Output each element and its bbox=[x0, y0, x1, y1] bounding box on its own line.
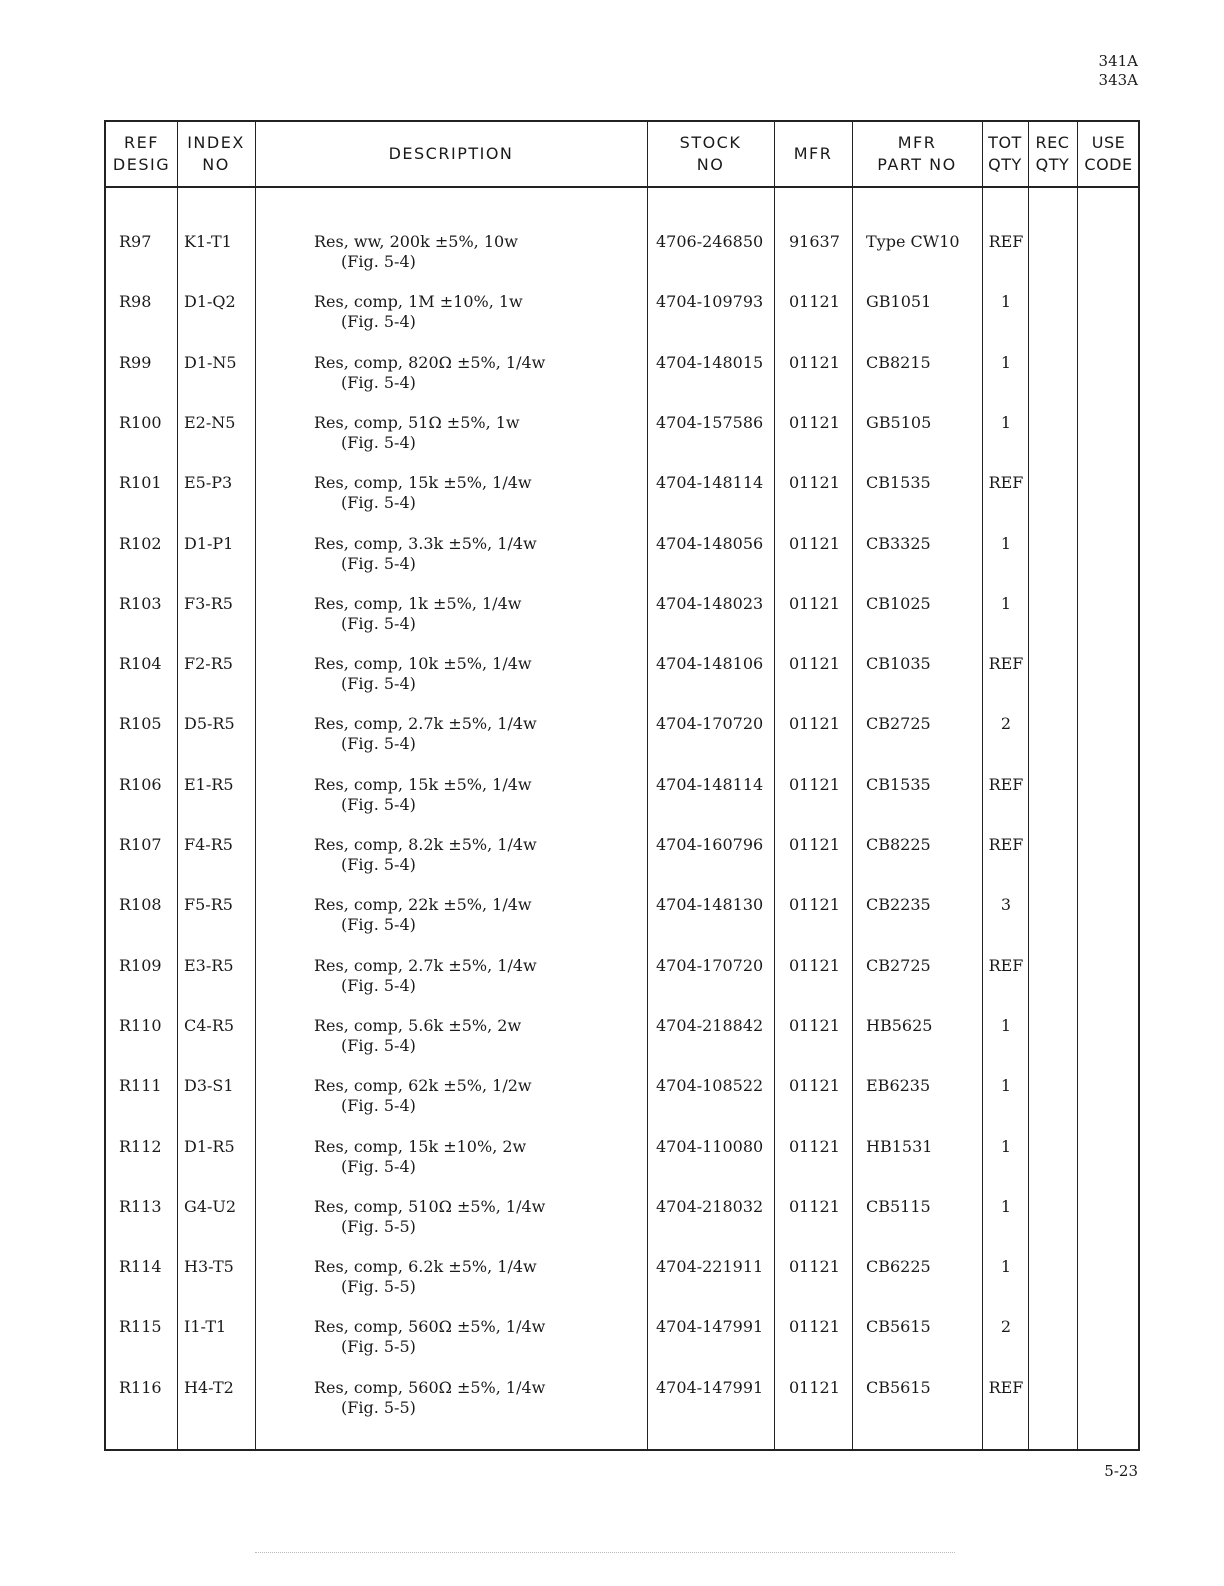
tot-qty-cell: REF bbox=[988, 955, 1024, 975]
table-row bbox=[106, 594, 1138, 654]
index-no-cell: E5-P3 bbox=[184, 473, 233, 493]
description-cell: Res, comp, 15k ±5%, 1/4w bbox=[314, 473, 532, 493]
header-line: NO bbox=[202, 155, 230, 174]
mfr-part-no-cell: Type CW10 bbox=[866, 232, 960, 251]
figure-reference: (Fig. 5-4) bbox=[341, 613, 416, 633]
tot-qty-cell: 1 bbox=[1000, 1136, 1012, 1156]
mfr-cell: 01121 bbox=[789, 593, 840, 613]
ref-desig-cell: R97 bbox=[119, 232, 152, 251]
mfr-cell: 01121 bbox=[789, 473, 840, 493]
mfr-cell: 01121 bbox=[789, 835, 840, 854]
table-row bbox=[106, 895, 1138, 955]
mfr-part-no-cell: CB2725 bbox=[866, 714, 931, 734]
mfr-cell: 01121 bbox=[789, 1317, 840, 1337]
stock-no-cell: 4704-148056 bbox=[656, 533, 764, 553]
mfr-part-no-cell: CB5115 bbox=[866, 1196, 931, 1216]
stock-no-cell: 4704-218842 bbox=[656, 1015, 764, 1035]
header-line: DESCRIPTION bbox=[388, 144, 514, 163]
description-cell: Res, comp, 3.3k ±5%, 1/4w bbox=[314, 533, 537, 553]
description-cell: Res, comp, 820Ω ±5%, 1/4w bbox=[314, 352, 546, 372]
description-cell: Res, comp, 10k ±5%, 1/4w bbox=[314, 654, 532, 674]
figure-reference: (Fig. 5-4) bbox=[341, 252, 416, 271]
index-no-cell: D1-P1 bbox=[184, 533, 234, 553]
ref-desig-cell: R106 bbox=[119, 774, 162, 794]
description-cell: Res, comp, 62k ±5%, 1/2w bbox=[314, 1076, 532, 1096]
mfr-part-no-cell: CB1025 bbox=[866, 593, 931, 613]
mfr-cell: 01121 bbox=[789, 895, 840, 915]
figure-reference: (Fig. 5-4) bbox=[341, 734, 416, 754]
table-row bbox=[106, 956, 1138, 1016]
table-row bbox=[106, 1137, 1138, 1197]
stock-no-cell: 4704-157586 bbox=[656, 412, 764, 432]
index-no-cell: I1-T1 bbox=[184, 1317, 227, 1337]
index-no-cell: E3-R5 bbox=[184, 955, 234, 975]
description-cell: Res, comp, 15k ±5%, 1/4w bbox=[314, 774, 532, 794]
index-no-cell: C4-R5 bbox=[184, 1015, 235, 1035]
ref-desig-cell: R114 bbox=[119, 1257, 162, 1277]
header-ref-desig bbox=[106, 122, 177, 186]
tot-qty-cell: 2 bbox=[1000, 714, 1012, 734]
mfr-cell: 01121 bbox=[789, 1136, 840, 1156]
header-line: NO bbox=[696, 155, 725, 174]
header-index-no bbox=[177, 122, 255, 186]
figure-reference: (Fig. 5-5) bbox=[341, 1277, 416, 1297]
mfr-part-no-cell: CB3325 bbox=[866, 533, 931, 553]
mfr-part-no-cell: GB5105 bbox=[866, 412, 932, 432]
mfr-part-no-cell: CB1535 bbox=[866, 774, 931, 794]
description-cell: Res, comp, 2.7k ±5%, 1/4w bbox=[314, 714, 537, 734]
mfr-cell: 01121 bbox=[789, 955, 840, 975]
stock-no-cell: 4704-170720 bbox=[656, 955, 764, 975]
table-row bbox=[106, 654, 1138, 714]
description-cell: Res, comp, 1k ±5%, 1/4w bbox=[314, 593, 522, 613]
ref-desig-cell: R99 bbox=[119, 352, 152, 372]
model-number: 341A bbox=[1098, 52, 1138, 70]
index-no-cell: E1-R5 bbox=[184, 774, 234, 794]
ref-desig-cell: R115 bbox=[119, 1317, 162, 1337]
index-no-cell: F5-R5 bbox=[184, 895, 233, 915]
stock-no-cell: 4704-218032 bbox=[656, 1196, 764, 1216]
ref-desig-cell: R112 bbox=[119, 1136, 162, 1156]
mfr-part-no-cell: CB5615 bbox=[866, 1317, 931, 1337]
tot-qty-cell: 2 bbox=[1000, 1317, 1012, 1337]
stock-no-cell: 4704-148015 bbox=[656, 352, 764, 372]
stock-no-cell: 4706-246850 bbox=[656, 232, 764, 251]
figure-reference: (Fig. 5-5) bbox=[341, 1216, 416, 1236]
tot-qty-cell: 1 bbox=[1000, 1196, 1012, 1216]
ref-desig-cell: R103 bbox=[119, 593, 162, 613]
figure-reference: (Fig. 5-4) bbox=[341, 372, 416, 392]
stock-no-cell: 4704-148114 bbox=[656, 473, 764, 493]
tot-qty-cell: REF bbox=[988, 835, 1024, 854]
tot-qty-cell: 1 bbox=[1000, 1257, 1012, 1277]
description-cell: Res, comp, 2.7k ±5%, 1/4w bbox=[314, 955, 537, 975]
figure-reference: (Fig. 5-4) bbox=[341, 493, 416, 513]
mfr-cell: 01121 bbox=[789, 1377, 840, 1397]
ref-desig-cell: R105 bbox=[119, 714, 162, 734]
mfr-cell: 01121 bbox=[789, 714, 840, 734]
figure-reference: (Fig. 5-5) bbox=[341, 1337, 416, 1357]
mfr-part-no-cell: CB2235 bbox=[866, 895, 931, 915]
table-row bbox=[106, 1016, 1138, 1076]
mfr-cell: 01121 bbox=[789, 1076, 840, 1096]
table-row bbox=[106, 473, 1138, 533]
tot-qty-cell: REF bbox=[988, 1377, 1024, 1397]
table-row bbox=[106, 835, 1138, 895]
header-tot-qty bbox=[982, 122, 1028, 186]
table-row bbox=[106, 1317, 1138, 1377]
tot-qty-cell: 3 bbox=[1000, 895, 1012, 915]
index-no-cell: E2-N5 bbox=[184, 412, 236, 432]
stock-no-cell: 4704-147991 bbox=[656, 1317, 764, 1337]
figure-reference: (Fig. 5-4) bbox=[341, 312, 416, 332]
index-no-cell: F3-R5 bbox=[184, 593, 233, 613]
description-cell: Res, comp, 8.2k ±5%, 1/4w bbox=[314, 835, 537, 854]
header-line: QTY bbox=[1035, 155, 1070, 174]
table-row bbox=[106, 413, 1138, 473]
table-row bbox=[106, 775, 1138, 835]
ref-desig-cell: R113 bbox=[119, 1196, 162, 1216]
ref-desig-cell: R116 bbox=[119, 1377, 162, 1397]
stock-no-cell: 4704-221911 bbox=[656, 1257, 764, 1277]
header-line: STOCK bbox=[679, 133, 742, 152]
description-cell: Res, comp, 560Ω ±5%, 1/4w bbox=[314, 1317, 546, 1337]
mfr-part-no-cell: HB5625 bbox=[866, 1015, 933, 1035]
description-cell: Res, comp, 6.2k ±5%, 1/4w bbox=[314, 1257, 537, 1277]
mfr-cell: 01121 bbox=[789, 352, 840, 372]
tot-qty-cell: 1 bbox=[1000, 1076, 1012, 1096]
description-cell: Res, comp, 15k ±10%, 2w bbox=[314, 1136, 527, 1156]
ref-desig-cell: R109 bbox=[119, 955, 162, 975]
header-line: MFR bbox=[897, 133, 937, 152]
figure-reference: (Fig. 5-5) bbox=[341, 1397, 416, 1417]
mfr-part-no-cell: CB2725 bbox=[866, 955, 931, 975]
index-no-cell: D1-N5 bbox=[184, 352, 237, 372]
ref-desig-cell: R108 bbox=[119, 895, 162, 915]
stock-no-cell: 4704-148130 bbox=[656, 895, 764, 915]
mfr-part-no-cell: CB8215 bbox=[866, 352, 931, 372]
description-cell: Res, comp, 1M ±10%, 1w bbox=[314, 292, 523, 312]
table-row bbox=[106, 714, 1138, 774]
stock-no-cell: 4704-148023 bbox=[656, 593, 764, 613]
header-divider bbox=[106, 186, 1138, 188]
mfr-cell: 01121 bbox=[789, 292, 840, 312]
ref-desig-cell: R110 bbox=[119, 1015, 162, 1035]
stock-no-cell: 4704-110080 bbox=[656, 1136, 764, 1156]
mfr-cell: 01121 bbox=[789, 774, 840, 794]
figure-reference: (Fig. 5-4) bbox=[341, 794, 416, 814]
index-no-cell: F4-R5 bbox=[184, 835, 233, 854]
header-line: CODE bbox=[1084, 155, 1133, 174]
mfr-part-no-cell: CB1535 bbox=[866, 473, 931, 493]
ref-desig-cell: R98 bbox=[119, 292, 152, 312]
figure-reference: (Fig. 5-4) bbox=[341, 975, 416, 995]
ref-desig-cell: R107 bbox=[119, 835, 162, 854]
header-line: PART NO bbox=[877, 155, 957, 174]
ref-desig-cell: R100 bbox=[119, 412, 162, 432]
header-mfr bbox=[774, 122, 852, 186]
description-cell: Res, comp, 51Ω ±5%, 1w bbox=[314, 412, 520, 432]
stock-no-cell: 4704-160796 bbox=[656, 835, 764, 854]
header-use-code bbox=[1077, 122, 1140, 186]
header-line: MFR bbox=[793, 144, 833, 163]
table-row bbox=[106, 1257, 1138, 1317]
description-cell: Res, ww, 200k ±5%, 10w bbox=[314, 232, 518, 251]
page-number: 5-23 bbox=[1104, 1462, 1138, 1480]
tot-qty-cell: 1 bbox=[1000, 1015, 1012, 1035]
tot-qty-cell: 1 bbox=[1000, 593, 1012, 613]
mfr-cell: 01121 bbox=[789, 533, 840, 553]
ref-desig-cell: R104 bbox=[119, 654, 162, 674]
index-no-cell: D3-S1 bbox=[184, 1076, 234, 1096]
index-no-cell: D1-Q2 bbox=[184, 292, 236, 312]
header-line: USE bbox=[1091, 133, 1126, 152]
stock-no-cell: 4704-148114 bbox=[656, 774, 764, 794]
header-line: REF bbox=[124, 133, 159, 152]
figure-reference: (Fig. 5-4) bbox=[341, 1035, 416, 1055]
mfr-part-no-cell: CB8225 bbox=[866, 835, 931, 854]
header-line: REC bbox=[1035, 133, 1070, 152]
table-row bbox=[106, 1378, 1138, 1438]
table-row bbox=[106, 534, 1138, 594]
tot-qty-cell: 1 bbox=[1000, 292, 1012, 312]
tot-qty-cell: 1 bbox=[1000, 352, 1012, 372]
tot-qty-cell: REF bbox=[988, 473, 1024, 493]
description-cell: Res, comp, 560Ω ±5%, 1/4w bbox=[314, 1377, 546, 1397]
tot-qty-cell: REF bbox=[988, 232, 1024, 251]
table-row bbox=[106, 232, 1138, 292]
mfr-part-no-cell: GB1051 bbox=[866, 292, 932, 312]
figure-reference: (Fig. 5-4) bbox=[341, 674, 416, 694]
tot-qty-cell: 1 bbox=[1000, 533, 1012, 553]
header-line: DESIG bbox=[112, 155, 171, 174]
parts-list-table bbox=[104, 120, 1140, 1451]
model-numbers bbox=[1099, 52, 1138, 90]
mfr-cell: 01121 bbox=[789, 1015, 840, 1035]
header-description bbox=[255, 122, 647, 186]
mfr-part-no-cell: CB1035 bbox=[866, 654, 931, 674]
mfr-cell: 01121 bbox=[789, 654, 840, 674]
ref-desig-cell: R101 bbox=[119, 473, 162, 493]
mfr-cell: 01121 bbox=[789, 412, 840, 432]
header-line: INDEX bbox=[187, 133, 245, 152]
index-no-cell: H3-T5 bbox=[184, 1257, 234, 1277]
description-cell: Res, comp, 510Ω ±5%, 1/4w bbox=[314, 1196, 546, 1216]
stock-no-cell: 4704-109793 bbox=[656, 292, 764, 312]
stock-no-cell: 4704-170720 bbox=[656, 714, 764, 734]
ref-desig-cell: R102 bbox=[119, 533, 162, 553]
table-row bbox=[106, 353, 1138, 413]
description-cell: Res, comp, 5.6k ±5%, 2w bbox=[314, 1015, 522, 1035]
table-row bbox=[106, 1076, 1138, 1136]
index-no-cell: D1-R5 bbox=[184, 1136, 235, 1156]
figure-reference: (Fig. 5-4) bbox=[341, 1156, 416, 1176]
figure-reference: (Fig. 5-4) bbox=[341, 855, 416, 874]
mfr-cell: 91637 bbox=[789, 232, 840, 251]
table-row bbox=[106, 1197, 1138, 1257]
header-rec-qty bbox=[1028, 122, 1077, 186]
figure-reference: (Fig. 5-4) bbox=[341, 432, 416, 452]
header-line: QTY bbox=[988, 155, 1022, 174]
figure-reference: (Fig. 5-4) bbox=[341, 553, 416, 573]
tot-qty-cell: 1 bbox=[1000, 412, 1012, 432]
table-row bbox=[106, 292, 1138, 352]
index-no-cell: F2-R5 bbox=[184, 654, 233, 674]
ref-desig-cell: R111 bbox=[119, 1076, 162, 1096]
index-no-cell: G4-U2 bbox=[184, 1196, 237, 1216]
mfr-cell: 01121 bbox=[789, 1257, 840, 1277]
mfr-part-no-cell: EB6235 bbox=[866, 1076, 931, 1096]
stock-no-cell: 4704-108522 bbox=[656, 1076, 764, 1096]
mfr-cell: 01121 bbox=[789, 1196, 840, 1216]
description-cell: Res, comp, 22k ±5%, 1/4w bbox=[314, 895, 532, 915]
stock-no-cell: 4704-147991 bbox=[656, 1377, 764, 1397]
bottom-scan-artifact bbox=[255, 1552, 955, 1553]
header-mfr-part-no bbox=[852, 122, 982, 186]
index-no-cell: H4-T2 bbox=[184, 1377, 234, 1397]
index-no-cell: K1-T1 bbox=[184, 232, 232, 251]
header-stock-no bbox=[647, 122, 774, 186]
tot-qty-cell: REF bbox=[988, 654, 1024, 674]
stock-no-cell: 4704-148106 bbox=[656, 654, 764, 674]
figure-reference: (Fig. 5-4) bbox=[341, 1096, 416, 1116]
index-no-cell: D5-R5 bbox=[184, 714, 235, 734]
mfr-part-no-cell: CB5615 bbox=[866, 1377, 931, 1397]
header-line: TOT bbox=[988, 133, 1022, 152]
model-number: 343A bbox=[1098, 71, 1138, 89]
mfr-part-no-cell: CB6225 bbox=[866, 1257, 931, 1277]
figure-reference: (Fig. 5-4) bbox=[341, 915, 416, 935]
tot-qty-cell: REF bbox=[988, 774, 1024, 794]
mfr-part-no-cell: HB1531 bbox=[866, 1136, 933, 1156]
